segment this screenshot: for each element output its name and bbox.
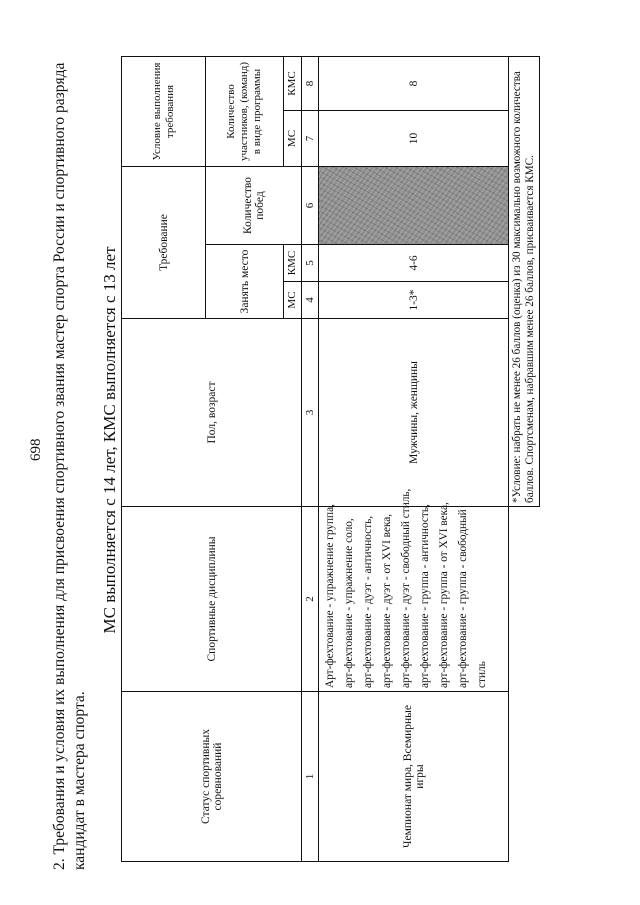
column-number-7: 7 <box>302 111 319 167</box>
discipline-item: Арт-фехтование - упражнение группа, <box>324 504 336 688</box>
age-requirements-subheading: МС выполняется с 14 лет, КМС выполняется с 13 лет <box>100 246 119 634</box>
discipline-item: арт-фехтование - группа - античность, <box>419 504 431 688</box>
cell-gender-age: Мужчины, женщины <box>319 319 509 507</box>
header-take-place: Занять место <box>206 245 284 319</box>
discipline-item: арт-фехтование - дуэт - от XVI века, <box>381 513 393 688</box>
discipline-item: арт-фехтование - упражнение соло, <box>343 518 355 688</box>
header-disciplines: Спортивные дисциплины <box>122 507 302 692</box>
discipline-item: арт-фехтование - группа - от XVI века, <box>438 502 450 688</box>
discipline-item: арт-фехтование - дуэт - античность, <box>362 515 374 688</box>
header-place-kms: КМС <box>284 245 302 282</box>
discipline-item: арт-фехтование - группа - свободный <box>457 509 469 688</box>
header-condition: Условие выполнения требования <box>122 57 206 167</box>
cell-place-ms: 1-3* <box>319 282 509 319</box>
header-place-ms: МС <box>284 282 302 319</box>
header-participants-count: Количество участников, (команд) в виде программы <box>206 57 284 167</box>
column-number-1: 1 <box>302 692 319 862</box>
header-participants-ms: МС <box>284 111 302 167</box>
column-number-3: 3 <box>302 319 319 507</box>
column-number-4: 4 <box>302 282 319 319</box>
cell-participants-ms: 10 <box>319 111 509 167</box>
header-participants-kms: КМС <box>284 57 302 111</box>
header-requirement: Требование <box>122 167 206 319</box>
column-number-8: 8 <box>302 57 319 111</box>
cell-disciplines <box>319 488 509 692</box>
cell-place-kms: 4-6 <box>319 245 509 282</box>
header-status: Статус спортивных соревнований <box>122 692 302 862</box>
table-footnote: *Условие: набрать не менее 26 баллов (оценка) из 30 максимально возможного количества баллов. Спортсменам, набравшим менее 26 баллов, присваивается КМС. <box>509 57 540 507</box>
discipline-item: арт-фехтование - дуэт - свободный стиль, <box>400 488 412 688</box>
section-heading: 2. Требования и условия их выполнения для присвоения спортивного звания мастер спорта России и спортивного разряда кандидат в мастера спорта. <box>51 62 88 870</box>
discipline-item: стиль <box>476 661 488 688</box>
page-number: 698 <box>28 438 44 461</box>
cell-status: Чемпионат мира, Всемирные игры <box>319 692 509 862</box>
header-wins-count: Количество побед <box>206 167 302 245</box>
footnote-spacer <box>509 507 540 862</box>
column-number-6: 6 <box>302 167 319 245</box>
header-gender-age: Пол, возраст <box>122 319 302 507</box>
cell-wins-count-shaded <box>319 167 509 245</box>
cell-participants-kms: 8 <box>319 57 509 111</box>
column-number-2: 2 <box>302 507 319 692</box>
requirements-table <box>121 56 540 862</box>
column-number-5: 5 <box>302 245 319 282</box>
